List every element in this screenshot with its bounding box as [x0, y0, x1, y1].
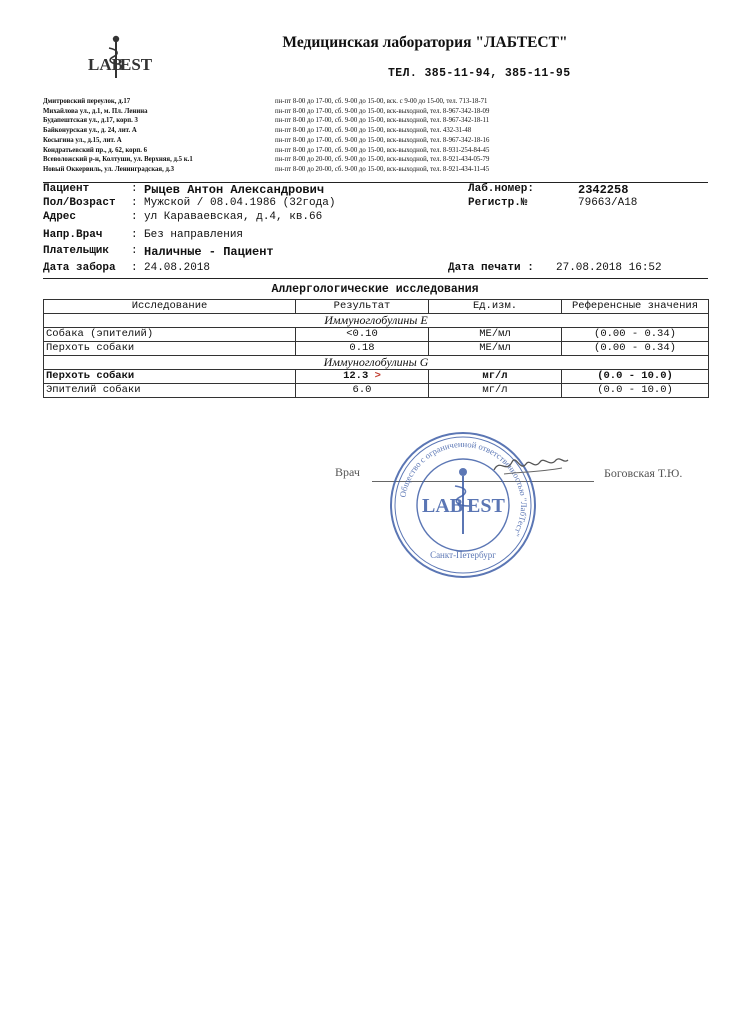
divider	[43, 278, 708, 279]
branch-hours: пн-пт 8-00 до 17-00, сб. 9-00 до 15-00, вск-выходной, тел. 8-967-342-18-09	[275, 107, 490, 115]
test-result: 6.0	[296, 384, 429, 398]
table-header-row	[44, 300, 709, 314]
svg-text:EST: EST	[120, 55, 153, 74]
address-value: ул Караваевская, д.4, кв.66	[144, 211, 323, 223]
branch-address: Кондратьевский пр., д. 62, корп. 6	[43, 146, 148, 154]
test-result: 12.3	[343, 370, 369, 382]
results-table	[43, 299, 709, 398]
doctor-label: Врач	[335, 465, 360, 479]
table-row	[44, 328, 709, 342]
lab-title: Медицинская лаборатория "ЛАБТЕСТ"	[282, 34, 568, 51]
registration-number: 79663/A18	[578, 197, 638, 209]
table-row	[44, 342, 709, 356]
column-header: Ед.изм.	[429, 300, 562, 314]
test-unit: мг/л	[429, 370, 562, 384]
lab-number-label: Лаб.номер:	[468, 183, 535, 195]
colon: :	[131, 183, 138, 195]
branch-address: Всеволожский р-н, Колтуши, ул. Верхняя, д.5 к.1	[43, 156, 193, 164]
branch-address: Новый Оккервиль, ул. Ленинградская, д.3	[43, 165, 175, 173]
branch-address: Будапештская ул., д.17, корп. 3	[43, 117, 138, 125]
signature-scribble-icon	[490, 450, 570, 480]
collection-date: 24.08.2018	[144, 262, 211, 274]
collection-date-label: Дата забора	[43, 262, 116, 274]
print-date-label: Дата печати :	[448, 262, 534, 274]
test-result: <0.10	[296, 328, 429, 342]
test-name: Эпителий собаки	[44, 384, 296, 398]
test-name: Перхоть собаки	[44, 342, 296, 356]
branch-hours: пн-пт 8-00 до 17-00, сб. 9-00 до 15-00, вск-выходной, тел. 8-967-342-18-11	[275, 117, 490, 125]
colon: :	[131, 262, 138, 274]
test-reference: (0.0 - 10.0)	[562, 370, 709, 384]
branch-address: Дмитровский переулок, д.17	[43, 98, 131, 105]
branch-address-list	[43, 97, 193, 175]
referring-doctor-label: Напр.Врач	[43, 229, 103, 241]
patient-name: Рыцев Антон Александрович	[144, 183, 325, 197]
test-unit: МЕ/мл	[429, 342, 562, 356]
test-result: 0.18	[296, 342, 429, 356]
column-header: Исследование	[44, 300, 296, 314]
branch-address: Байконурская ул., д. 24, лит. А	[43, 127, 137, 135]
branch-hours-list	[275, 97, 489, 175]
group-title-ige: Иммуноглобулины E	[44, 314, 709, 328]
branch-hours: пн-пт 8-00 до 17-00, сб. 9-00 до 15-00, вск. с 9-00 до 15-00, тел. 713-18-71	[275, 98, 488, 105]
column-header: Референсные значения	[562, 300, 709, 314]
payer-value: Наличные - Пациент	[144, 245, 274, 259]
test-name: Собака (эпителий)	[44, 328, 296, 342]
payer-label: Плательщик	[43, 245, 110, 257]
colon: :	[131, 245, 138, 257]
branch-hours: пн-пт 8-00 до 20-00, сб. 9-00 до 15-00, вск-выходной, тел. 8-921-434-11-45	[275, 165, 490, 173]
lab-phone: ТЕЛ. 385-11-94, 385-11-95	[388, 67, 571, 80]
address-label: Адрес	[43, 211, 77, 223]
branch-hours: пн-пт 8-00 до 20-00, сб. 9-00 до 15-00, вск-выходной, тел. 8-921-434-05-79	[275, 156, 490, 164]
colon: :	[131, 197, 138, 209]
table-row	[44, 384, 709, 398]
lab-number: 2342258	[578, 183, 629, 197]
group-row	[44, 314, 709, 328]
doctor-name: Боговская Т.Ю.	[604, 466, 683, 480]
test-reference: (0.00 - 0.34)	[562, 342, 709, 356]
test-name: Перхоть собаки	[44, 370, 296, 384]
svg-text:LAB: LAB	[88, 55, 123, 74]
branch-hours: пн-пт 8-00 до 17-00, сб. 9-00 до 15-00, вск-выходной, тел. 432-31-48	[275, 127, 472, 135]
test-result-cell	[296, 370, 429, 384]
test-unit: МЕ/мл	[429, 328, 562, 342]
column-header: Результат	[296, 300, 429, 314]
test-unit: мг/л	[429, 384, 562, 398]
group-title-igg: Иммуноглобулины G	[44, 356, 709, 370]
patient-label: Пациент	[43, 183, 90, 195]
registration-label: Регистр.№	[468, 197, 528, 209]
svg-text:Санкт-Петербург: Санкт-Петербург	[430, 550, 496, 560]
group-row	[44, 356, 709, 370]
print-date: 27.08.2018 16:52	[556, 262, 662, 274]
sex-age-label: Пол/Возраст	[43, 197, 116, 209]
svg-text:LAB: LAB	[422, 495, 464, 517]
branch-hours: пн-пт 8-00 до 17-00, сб. 9-00 до 15-00, вск-выходной, тел. 8-931-254-84-45	[275, 146, 490, 154]
table-row	[44, 370, 709, 384]
test-reference: (0.0 - 10.0)	[562, 384, 709, 398]
svg-text:EST: EST	[467, 495, 505, 517]
referring-doctor-value: Без направления	[144, 229, 244, 241]
high-flag: >	[374, 370, 381, 382]
colon: :	[131, 229, 138, 241]
svg-text:Общество с ограниченной ответс: Общество с ограниченной ответственностью "ЛабТест"	[397, 438, 530, 539]
test-reference: (0.00 - 0.34)	[562, 328, 709, 342]
handwritten-signature	[490, 450, 570, 480]
branch-address: Косыгина ул., д.15, лит. А	[43, 136, 122, 144]
colon: :	[131, 211, 138, 223]
section-title: Аллергологические исследования	[271, 283, 479, 296]
sex-age-value: Мужской / 08.04.1986 (32года)	[144, 197, 336, 209]
branch-hours: пн-пт 8-00 до 17-00, сб. 9-00 до 15-00, вск-выходной, тел. 8-967-342-18-16	[275, 136, 490, 144]
branch-address: Михайлова ул., д.1, м. Пл. Ленина	[43, 107, 148, 115]
